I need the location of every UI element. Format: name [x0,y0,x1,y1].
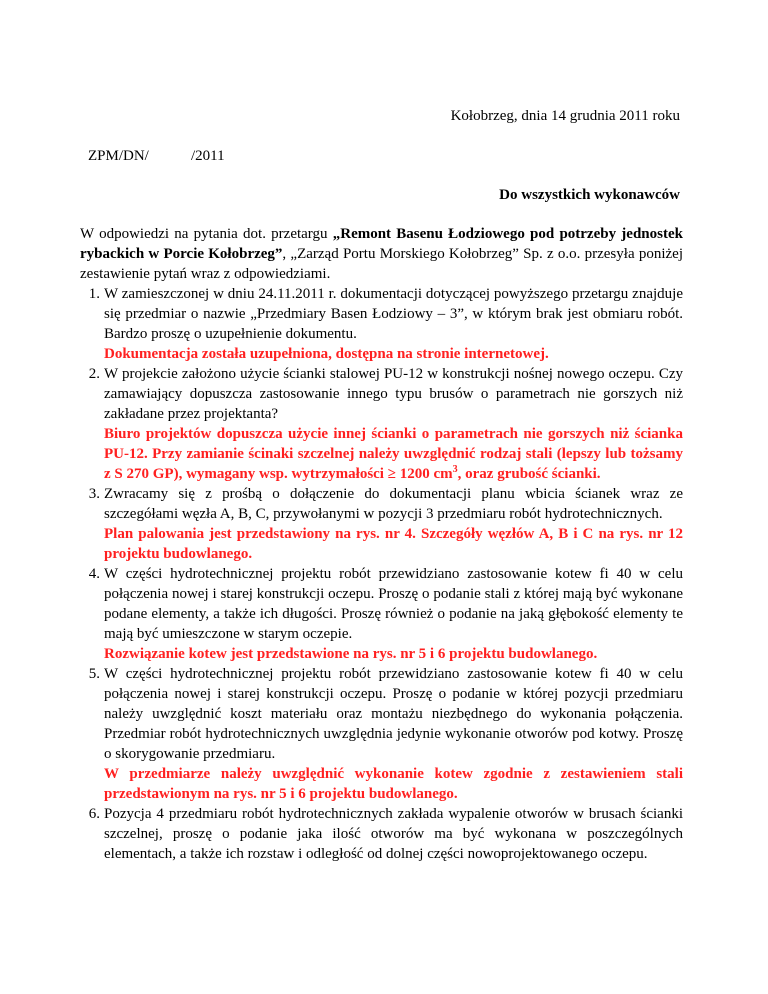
question-text: Zwracamy się z prośbą o dołączenie do dokumentacji planu wbicia ścianek wraz ze szczegółami węzła A, B, C, przywołanymi w pozycji 3 przedmiaru robót hydrotechnicznych. [104,486,683,522]
reference-prefix: ZPM/DN/ [88,148,149,164]
question-item-4 [80,564,683,664]
item-number: 1. [88,286,100,302]
intro-text-start: W odpowiedzi na pytania dot. przetargu [80,226,333,242]
reference-number [88,146,225,166]
date-line: Kołobrzeg, dnia 14 grudnia 2011 roku [450,108,680,124]
question-text: W zamieszczonej w dniu 24.11.2011 r. dokumentacji dotyczącej powyższego przetargu znajduje się przedmiar o nazwie „Przedmiary Basen Łodziowy – 3”, w którym brak jest obmiaru robót. Bardzo proszę o uzupełnienie dokumentu. [104,286,683,342]
item-number: 4. [88,566,100,582]
intro-text-end: , „Zarząd Portu Morskiego Kołobrzeg” Sp. z o.o. przesyła poniżej zestawienie pytań wraz z odpowiedziami. [80,246,683,282]
answer-text: Plan palowania jest przedstawiony na rys. nr 4. Szczegóły węzłów A, B i C na rys. nr 12 projektu budowlanego. [104,526,683,562]
tender-title: „Remont Basenu Łodziowego pod potrzeby jednostek rybackich w Porcie Kołobrzeg” [80,226,683,262]
question-text: Pozycja 4 przedmiaru robót hydrotechnicznych zakłada wypalenie otworów w brusach ścianki szczelnej, proszę o podanie jaka ilość otworów ma być wykonana w poszczególnych elementach, a także ich rozstaw i odległość od dolnej części nowoprojektowanego oczepu. [104,806,683,862]
intro-paragraph [80,224,683,284]
item-number: 5. [88,666,100,682]
item-number: 6. [88,806,100,822]
answer-text: Rozwiązanie kotew jest przedstawione na rys. nr 5 i 6 projektu budowlanego. [104,646,598,662]
question-text: W projekcie założono użycie ścianki stalowej PU-12 w konstrukcji nośnej nowego oczepu. Czy zamawiający dopuszcza zastosowanie innego typu brusów o parametrach nie gorszych niż zakładane przez projektanta? [104,366,683,422]
answer-text: Dokumentacja została uzupełniona, dostępna na stronie internetowej. [104,346,549,362]
item-number: 3. [88,486,100,502]
item-number: 2. [88,366,100,382]
reference-suffix: /2011 [191,148,225,164]
question-text: W części hydrotechnicznej projektu robót przewidziano zastosowanie kotew fi 40 w celu połączenia nowej i starej konstrukcji oczepu. Proszę o podanie w której pozycji przedmiaru należy uwzględnić koszt materiału oraz montażu niezbędnego do wykonania połączenia. Przedmiar robót hydrotechnicznych uwzględnia jedynie wykonanie otworów pod kotwy. Proszę o skorygowanie przedmiaru. [104,666,683,762]
answer-text: W przedmiarze należy uwzględnić wykonanie kotew zgodnie z zestawieniem stali przedstawionym na rys. nr 5 i 6 projektu budowlanego. [104,766,683,802]
answer-text [104,424,683,484]
answer-superscript: 3 [452,464,458,475]
question-item-3 [80,484,683,564]
question-item-6 [80,804,683,864]
question-item-5 [80,664,683,804]
document-body [80,224,683,864]
answer-end: , oraz grubość ścianki. [457,466,601,482]
question-item-2 [80,364,683,484]
question-item-1 [80,284,683,364]
recipient-line: Do wszystkich wykonawców [499,187,680,203]
question-list [80,284,683,864]
answer-main: Biuro projektów dopuszcza użycie innej ścianki o parametrach nie gorszych niż ścianka PU-12. Przy zamianie ścinaki szczelnej należy uwzględnić rodzaj stali (lepszy lub tożsamy z S 270 GP), wymagany wsp. wytrzymałości ≥ 1200 cm [104,426,683,482]
question-text: W części hydrotechnicznej projektu robót przewidziano zastosowanie kotew fi 40 w celu połączenia nowej i starej konstrukcji oczepu. Proszę o podanie stali z której mają być wykonane podane elementy, a także ich długości. Proszę również o podanie na jaką głębokość elementy te mają być umieszczone w starym oczepie. [104,566,683,642]
